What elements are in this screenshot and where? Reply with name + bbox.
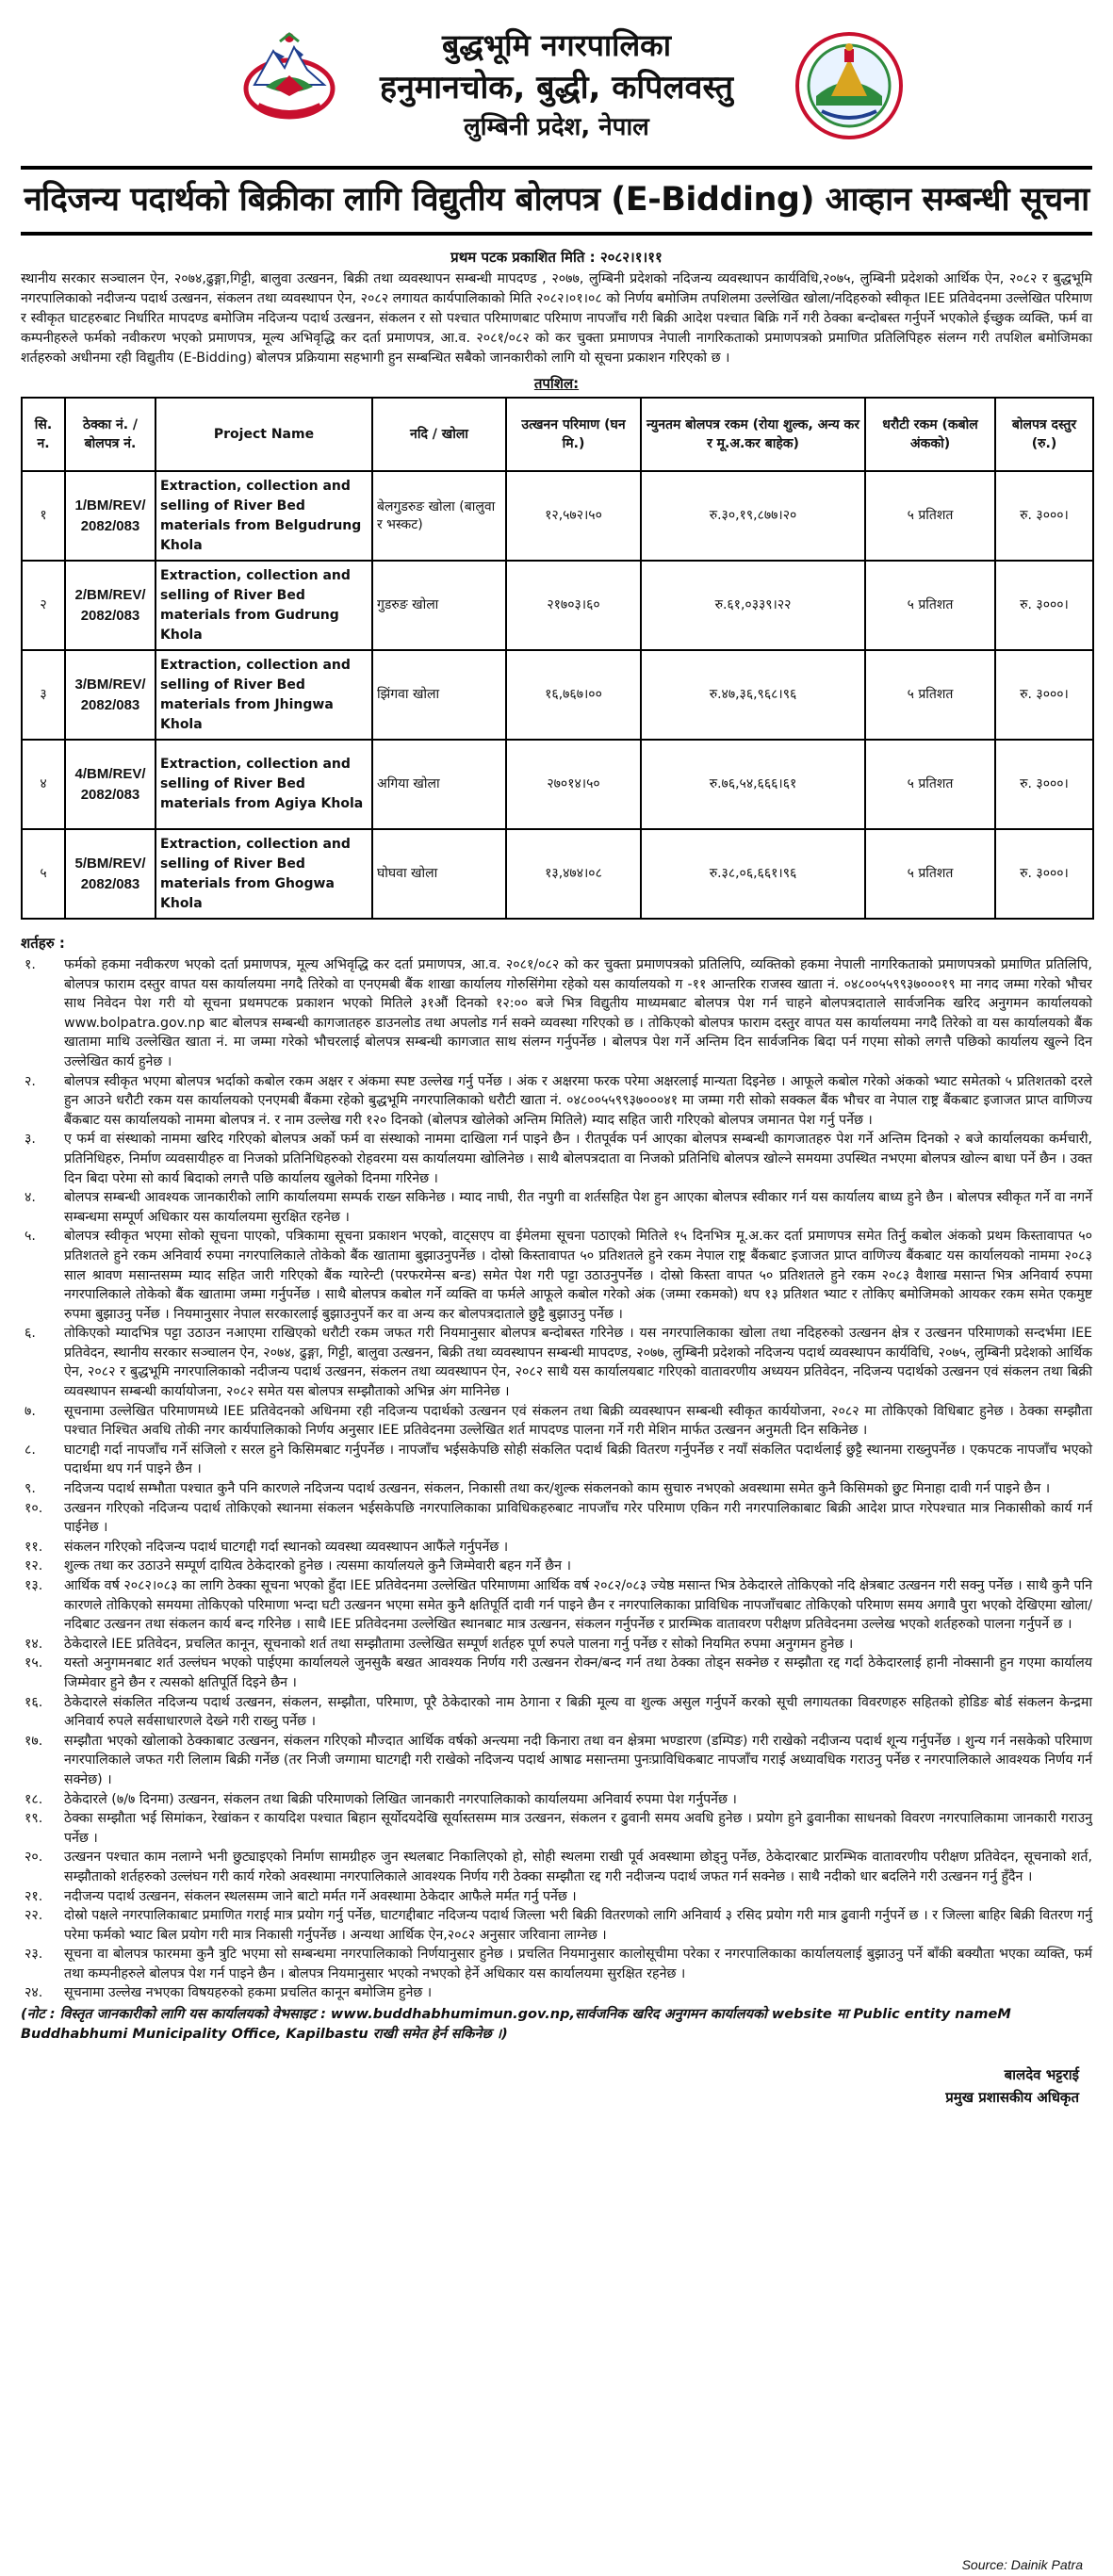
term-text: नदीजन्य पदार्थ उत्खनन, संकलन स्थलसम्म जाने बाटो मर्मत गर्ने अवस्थामा ठेकेदार आफैले मर्मत गर्नु पर्नेछ ।: [64, 1888, 577, 1904]
term-text: उत्खनन पश्चात काम नलाग्ने भनी छुट्याइएको निर्माण सामग्रीहरु जुन स्थलबाट निकालिएको हो, सोही स्थलमा राखी पूर्व अवस्थामा छोड्नु पर्नेछ, ठेकेदारबाट प्रारम्भिक वातावरणीय परीक्षण प्रतिवेदन, सूचनाको शर्त, सम्झौताको शर्तहरुको उल्लंघन गरी कार्य गरेको अवस्थामा नगरपालिकाले आवश्यक निर्णय गरी ठेक्का सम्झौता रद्द गरी नदीजन्य पदार्थ जफत गर्न सक्नेछ । साथै नदीको धार बदलिने गरी उत्खनन गर्नु हुँदैन ।: [64, 1850, 1092, 1884]
cell-min-bid: रु.३८,०६,६६१।९६: [641, 829, 865, 919]
term-number: १९.: [25, 1811, 43, 1827]
province-country: लुम्बिनी प्रदेश, नेपाल: [464, 113, 649, 141]
term-item: [21, 1479, 1092, 1499]
cell-fee: रु. ३०००।: [995, 650, 1093, 740]
term-text: संकलन गरिएको नदिजन्य पदार्थ घाटगद्दी गर्दा स्थानको व्यवस्था व्यवस्थापन आफैंले गर्नुपर्नेछ ।: [64, 1539, 509, 1555]
cell-min-bid: रु.६१,०३३९।२२: [641, 561, 865, 650]
cell-sn: ४: [22, 740, 65, 829]
cell-volume: १२,५७२।५०: [506, 471, 641, 561]
term-text: ठेकेदारले संकलित नदिजन्य पदार्थ उत्खनन, संकलन, सम्झौता, परिमाण, पूरै ठेकेदारको नाम ठेगाना र बिक्री मूल्य वा शुल्क असुल गर्नुपर्ने करको सूची लगायतका विवरणहरु सहितको होडिङ बोर्ड संकलन केन्द्रमा अनिवार्य रुपले सर्वसाधारणले देख्ने गरी राख्नु पर्नेछ ।: [64, 1694, 1092, 1730]
term-text: आर्थिक वर्ष २०८२।०८३ का लागि ठेक्का सूचना भएको हुँदा IEE प्रतिवेदनमा उल्लेखित परिमाणमा आर्थिक वर्ष २०८२/०८३ ज्येष्ठ मसान्त भित्र ठेकेदारले तोकिएको नदि क्षेत्रबाट उत्खनन गरी सक्नु पर्नेछ । साथै कुनै पनि कारणले तोकिएको समयमा तोकिएको परिमाणा भन्दा घटी उत्खनन भएमा समेत कुनै क्षतिपूर्ति दावी गर्न पाइने छैन र नगरपालिकाका प्राविधिक नापजाँचबाट तोकिएको परिमाण समय अगावै पुरा भएको देखिएमा खोला/नदिबाट उत्खनन तथा संकलन कार्य बन्द गरिनेछ । साथै IEE प्रतिवेदनमा उल्लेखित स्थानबाट मात्र उत्खनन, संकलन गर्नुपर्नेछ र प्रारम्भिक वातावरण परीक्षण प्रतिवेदनमा उल्लेख भएको शर्तहरुको पालना गर्नुपर्ने छ ।: [64, 1578, 1092, 1633]
term-number: १.: [25, 957, 36, 972]
cell-river: बेलगुडरुङ खोला (बालुवा र भस्कट): [372, 471, 506, 561]
cell-min-bid: रु.३०,१९,८७७।२०: [641, 471, 865, 561]
term-text: ठेकेदारले IEE प्रतिवेदन, प्रचलित कानून, सूचनाको शर्त तथा सम्झौतामा उल्लेखित सम्पूर्ण शर्तहरु पूर्ण रुपले पालना गर्नु पर्नेछ र सोको नियमित रुपमा अनुगमन हुनेछ ।: [64, 1636, 854, 1652]
municipality-logo-icon: [794, 30, 905, 141]
term-number: १०.: [25, 1500, 43, 1516]
term-item: [21, 1072, 1092, 1131]
term-text: बोलपत्र स्वीकृत भएमा बोलपत्र भर्दाको कबोल रकम अक्षर र अंकमा स्पष्ट उल्लेख गर्नु पर्नेछ । अंक र अक्षरमा फरक परेमा अक्षरलाई मान्यता दिइनेछ । आफूले कबोल गरेको अंकको भ्याट समेतको ५ प्रतिशतको दरले हुन आउने धरौटी रकम यस कार्यालयको एनएमबी बैंकमा रहेको बुद्धभूमि नगरपालिकाको धरौटी खाता नं. ०४८००५५९९३७०००४१ मा जम्मा गरी सोको सक्कल बैंक भौचर वा नेपाल राष्ट्र बैंकबाट इजाजत प्राप्त वाणिज्य बैंकबाट यस कार्यालयको नाममा बोलपत्र नं. र नाम उल्लेख गरी १२० दिनको (बोलपत्र खोलेको अन्तिम मितिले) म्याद सहित जारी गरिएको बोलपत्र जमानत पेश गर्नु पर्नेछ ।: [64, 1073, 1092, 1128]
col-sn: सि. न.: [22, 398, 65, 471]
intro-paragraph: स्थानीय सरकार सञ्चालन ऐन, २०७४,ढुङ्गा,गिट्टी, बालुवा उत्खनन, बिक्री तथा व्यवस्थापन सम्बन्धी मापदण्ड , २०७७, लुम्बिनी प्रदेशको नदिजन्य व्यवस्थापन कार्यविधि,२०७५, लुम्बिनी प्रदेशको आर्थिक ऐन, २०८२ र बुद्धभूमि नगरपालिकाको नदीजन्य पदार्थ उत्खनन, संकलन तथा व्यवस्थापन ऐन, २०८२ लगायत कार्यपालिकाको मिति २०८२।०१।०८ को निर्णय बमोजिम तपशिलमा उल्लेखित खोला/नदिहरुको स्वीकृत IEE प्रतिवेदनमा उल्लेखित परिमाण र स्वीकृत घाटहरुबाट निर्धारित मापदण्ड बमोजिम नदिजन्य पदार्थ उत्खनन, संकलन र सो पश्चात परिमाणबाट परिमाण नापजाँच गरी बिक्री आदेश पश्चात बिक्रि गर्ने गरी ठेक्का बन्दोबस्त गर्नुपर्ने भएकोले ईच्छुक व्यक्ति, फर्म वा कम्पनीहरुले फर्मको नवीकरण भएको प्रमाणपत्र, मूल्य अभिवृद्धि कर दर्ता प्रमाणपत्र, आ.व. २०८१/०८२ को कर चुक्ता प्रमाणपत्र नेपाली नागरिकताको प्रमाणपत्रको प्रमाणित प्रतिलिपिहरु संलग्न गरी तपशिल बमोजिमका शर्तहरुको अधीनमा रही विद्युतीय (E-Bidding) बोलपत्र प्रक्रियामा सहभागी हुन सम्बन्धित सबैको जानकारीको लागि यो सूचना प्रकाशन गरिएको छ ।: [21, 271, 1092, 366]
signatory-name: बालदेव भट्टराई: [1004, 2066, 1079, 2084]
cell-deposit: ५ प्रतिशत: [865, 650, 995, 740]
term-item: [21, 1227, 1092, 1324]
term-text: दोस्रो पक्षले नगरपालिकाबाट प्रमाणित गराई मात्र प्रयोग गर्नु पर्नेछ, घाटगद्दीबाट नदिजन्य पदार्थ जिल्ला भरी बिक्री वितरणको लागि अनिवार्य ३ रसिद प्रयोग गरी मात्र ढुवानी गर्नुपर्ने छ । र जिल्ला बाहिर बिक्री वितरण गर्नु परेमा फर्मको भ्याट बिल प्रयोग गरी मात्र निकासी गर्नुपर्नेछ । अन्यथा आर्थिक ऐन,२०८२ अनुसार जरिवाना लाग्नेछ ।: [64, 1908, 1092, 1943]
term-number: ६.: [25, 1326, 36, 1342]
cell-fee: रु. ३०००।: [995, 740, 1093, 829]
table-caption: तपशिल:: [533, 375, 580, 392]
signatory-title: प्रमुख प्रशासकीय अधिकृत: [945, 2089, 1079, 2107]
term-item: [21, 1402, 1092, 1441]
term-item: [21, 955, 1092, 1072]
cell-deposit: ५ प्रतिशत: [865, 829, 995, 919]
term-number: ४.: [25, 1190, 36, 1206]
cell-river: गुडरुङ खोला: [372, 561, 506, 650]
term-item: [21, 1809, 1092, 1848]
term-item: [21, 1130, 1092, 1188]
term-text: यस्तो अनुगमनबाट शर्त उल्लंघन भएको पाईएमा कार्यालयले जुनसुकै बखत आवश्यक निर्णय गरी उत्खनन रोक्न/बन्द गर्न तथा ठेक्का तोड्न सक्नेछ र सम्झौता रद्द गर्दा ठेकेदारलाई हानी नोक्सानी हुन गएमा कार्यालय जिम्मेवार हुने छैन र त्यसको क्षतिपूर्ति दिइने छैन ।: [64, 1655, 1092, 1690]
cell-contract-no: 4/BM/REV/ 2082/083: [65, 740, 155, 829]
term-item: [21, 1538, 1092, 1557]
term-number: २३.: [25, 1947, 43, 1963]
term-item: [21, 1557, 1092, 1576]
term-text: ठेक्का सम्झौता भई सिमांकन, रेखांकन र कायदिश पश्चात बिहान सूर्योदयदेखि सूर्यास्तसम्म मात्र उत्खनन, संकलन र ढुवानी समय अवधि हुनेछ । प्रयोग हुने ढुवानीका साधनको विवरण नगरपालिकामा जानकारी गराउनु पर्नेछ ।: [64, 1811, 1092, 1846]
term-item: [21, 1983, 1092, 2003]
cell-volume: १६,७६७।००: [506, 650, 641, 740]
term-number: ८.: [25, 1442, 36, 1458]
municipality-address: हनुमानचोक, बुद्धी, कपिलवस्तु: [379, 69, 734, 106]
cell-fee: रु. ३०००।: [995, 471, 1093, 561]
term-item: [21, 1324, 1092, 1401]
term-item: [21, 1188, 1092, 1227]
table-row: [22, 650, 1093, 740]
term-text: बोलपत्र स्वीकृत भएमा सोको सूचना पाएको, पत्रिकामा सूचना प्रकाशन भएको, वाट्सएप वा ईमेलमा सूचना पठाएको मितिले १५ दिनभित्र मू.अ.कर दर्ता प्रमाणपत्र समेत तिर्नु कबोल अंकको प्रथम किस्तावापत ५० प्रतिशतले हुने रकम अनिवार्य रुपमा नगरपालिकाले तोकेको बैंक खातामा बुझाउनुपर्नेछ । दोस्रो किस्तावापत ५० प्रतिशतले हुने रकम नेपाल राष्ट्र बैंकबाट इजाजत प्राप्त वाणिज्य बैंकबाट यस कार्यालयको नाममा २०८३ साल श्रावण मसान्तसम्म म्याद सहित जारी गरिएको बैंक ग्यारेन्टी (परफरमेन्स बन्ड) समेत पेश गरी पट्टा उठाउनुपर्नेछ । दोस्रो किस्ता वापत ५० प्रतिशतले हुने रकम २०८३ वैशाख मसान्त भित्र अनिवार्य रुपमा नगरपालिकाले तोकेको बैंक खातामा जम्मा गर्नुपर्नेछ । साथै बोलपत्र कबोल गर्ने व्यक्ति वा फर्मले आफूले कबोल गरेको अंक (जम्मा रकमको) थप १३ प्रतिशत भ्याट र तोकिए बमोजिमको आयकर रकम समेत एकमुष्ट रुपमा बुझाउनु पर्नेछ । नियमानुसार नेपाल सरकारलाई बुझाउनुपर्ने कर वा अन्य कर बोलपत्रदाताले छुट्टै बुझाउनु पर्नेछ ।: [64, 1229, 1092, 1322]
notice-title: नदिजन्य पदार्थको बिक्रीका लागि विद्युतीय बोलपत्र (E-Bidding) आव्हान सम्बन्धी सूचना: [21, 166, 1092, 236]
term-number: १७.: [25, 1733, 43, 1749]
cell-project-name: Extraction, collection and selling of River Bed materials from Belgudrung Khola: [155, 471, 372, 561]
cell-river: घोघवा खोला: [372, 829, 506, 919]
term-text: बोलपत्र सम्बन्धी आवश्यक जानकारीको लागि कार्यालयमा सम्पर्क राख्न सकिनेछ । म्याद नाघी, रीत नपुगी वा शर्तसहित पेश हुन आएका बोलपत्र स्वीकार गर्न यस कार्यालय बाध्य हुने छैन । बोलपत्र स्वीकृत गर्ने वा नगर्ने सम्बन्धमा सम्पूर्ण अधिकार यस कार्यालयमा सुरक्षित रहनेछ ।: [64, 1190, 1092, 1225]
term-number: १४.: [25, 1636, 43, 1652]
term-text: तोकिएको म्यादभित्र पट्टा उठाउन नआएमा राखिएको धरौटी रकम जफत गरी नियमानुसार बोलपत्र बन्दोबस्त गरिनेछ । यस नगरपालिकाका खोला तथा नदिहरुको उत्खनन क्षेत्र र उत्खनन परिमाणको सन्दर्भमा IEE प्रतिवेदन, स्थानीय सरकार सञ्चालन ऐन, २०७४, ढुङ्गा, गिट्टी, बालुवा उत्खनन, बिक्री तथा व्यवस्थापन सम्बन्धी मापदण्ड, २०७७, लुम्बिनी प्रदेशको नदिजन्य पदार्थ व्यवस्थापन कार्यविधि, २०७५, लुम्बिनी प्रदेशको आर्थिक ऐन, २०८२ र बुद्धभूमि नगरपालिकाको नदीजन्य पदार्थ उत्खनन, संकलन तथा व्यवस्थापन ऐन, २०८२ साथै यस कार्यालयबाट गरिएको वातावरणीय अध्ययन प्रतिवेदन, नदिजन्य पदार्थको उत्खनन एवं संकलन तथा बिक्री व्यवस्थापन सम्बन्धी कार्यायोजना, २०८२ समेत यस बोलपत्र सम्झौताको अभिन्न अंग मानिनेछ ।: [64, 1326, 1092, 1400]
cell-river: झिंगवा खोला: [372, 650, 506, 740]
cell-fee: रु. ३०००।: [995, 561, 1093, 650]
term-number: २१.: [25, 1888, 43, 1904]
cell-volume: २७०१४।५०: [506, 740, 641, 829]
cell-sn: ३: [22, 650, 65, 740]
term-item: [21, 1945, 1092, 1983]
term-text: नदिजन्य पदार्थ सम्भौता पश्चात कुनै पनि कारणले नदिजन्य पदार्थ उत्खनन, संकलन, निकासी तथा कर/शुल्क संकलनको काम सुचारु नभएको अवस्थामा समेत कुनै किसिमको छुट मिनाहा दावी गर्न पाइने छैन ।: [64, 1481, 1051, 1497]
table-row: [22, 471, 1093, 561]
term-text: घाटगद्दी गर्दा नापजाँच गर्ने संजिलो र सरल हुने किसिमबाट गर्नुपर्नेछ । नापजाँच भईसकेपछि सोही संकलित पदार्थ बिक्री वितरण गर्नुपर्नेछ र नयाँ संकलित पदार्थलाई छुट्टै स्थानमा राख्नुपर्नेछ । एकपटक नापजाँच भएको पदार्थमा थप गर्न पाइने छैन ।: [64, 1442, 1092, 1477]
term-text: सूचनामा उल्लेखित परिमाणमध्ये IEE प्रतिवेदनको अधिनमा रही नदिजन्य पदार्थको उत्खनन एवं संकलन तथा बिक्री व्यवस्थापन सम्बन्धी स्वीकृत कार्ययोजना, २०८२ मा तोकिएको विधिबाट हुनेछ । ठेक्का सम्झौता पश्चात निश्चित अवधि तोकी नगर कार्यपालिकाको निर्णय अनुसार IEE प्रतिवेदनमा उल्लेखित शर्त मापदण्ड पालना गर्ने गरी मेशिन मार्फत उत्खनन अनुमती दिन सकिनेछ ।: [64, 1403, 1092, 1439]
cell-deposit: ५ प्रतिशत: [865, 561, 995, 650]
term-item: [21, 1654, 1092, 1692]
website-note: (नोट : विस्तृत जानकारीको लागि यस कार्यालयको वेभसाइट : www.buddhabhumimun.gov.np,सार्वजनिक खरिद अनुगमन कार्यालयको website मा Public entity nameM Buddhabhumi Municipality Office, Kapilbastu राखी समेत हेर्न सकिनेछ ।): [21, 2007, 1011, 2043]
table-row: [22, 561, 1093, 650]
term-number: ५.: [25, 1229, 36, 1245]
table-row: [22, 740, 1093, 829]
header: [21, 21, 1092, 162]
cell-contract-no: 1/BM/REV/ 2082/083: [65, 471, 155, 561]
publish-date: प्रथम पटक प्रकाशित मिति : २०८२।१।११: [450, 249, 663, 266]
term-text: सम्झौता भएको खोलाको ठेक्काबाट उत्खनन, संकलन गरिएको मौज्दात आर्थिक वर्षको अन्त्यमा नदी किनारा तथा वन क्षेत्रमा भण्डारण (डम्पिङ) गरी राखेको नदीजन्य पदार्थ शून्य गर्नुपर्नेछ । शुन्य गर्न नसकेको परिमाण नगरपालिकाले जफत गरी लिलाम बिक्री गर्नेछ (तर निजी जग्गामा घाटगद्दी गरी राखेको नदिजन्य पदार्थ आषाढ मसान्तमा पुनःप्राविधिकबाट नापजाँच गराई अध्यावधिक गराउनु पर्नेछ र नगरपालिकाले आवश्यक निर्णय गर्न सक्नेछ) ।: [64, 1733, 1092, 1787]
term-item: [21, 1499, 1092, 1538]
col-deposit: धरौटी रकम (कबोल अंकको): [865, 398, 995, 471]
term-item: [21, 1887, 1092, 1907]
term-number: ७.: [25, 1403, 36, 1419]
term-item: [21, 1790, 1092, 1810]
term-number: ११.: [25, 1539, 43, 1555]
term-number: १६.: [25, 1694, 43, 1710]
table-row: [22, 829, 1093, 919]
term-number: २२.: [25, 1908, 43, 1924]
term-text: सूचना वा बोलपत्र फारममा कुनै त्रुटि भएमा सो सम्बन्धमा नगरपालिकाको निर्णयानुसार हुनेछ । प्रचलित नियमानुसार कालोसूचीमा परेका र नगरपालिकाका कार्यालयलाई बुझाउनु पर्ने बाँकी बक्यौता भएका व्यक्ति, फर्म तथा कम्पनीहरुले बोलपत्र पेश गर्न पाइने छैन । बोलपत्र नियमानुसार भएको नभएको हेर्ने अधिकार यस कार्यालयमा सुरक्षित रहनेछ ।: [64, 1947, 1092, 1981]
cell-project-name: Extraction, collection and selling of River Bed materials from Agiya Khola: [155, 740, 372, 829]
municipality-name: बुद्धभूमि नगरपालिका: [441, 27, 672, 63]
term-item: [21, 1635, 1092, 1655]
term-number: २.: [25, 1073, 36, 1089]
terms-list: [21, 955, 1092, 2003]
cell-contract-no: 2/BM/REV/ 2082/083: [65, 561, 155, 650]
term-text: ए फर्म वा संस्थाको नाममा खरिद गरिएको बोलपत्र अर्को फर्म वा संस्थाको नाममा दाखिला गर्न पाइने छैन । रीतपूर्वक पर्न आएका बोलपत्र सम्बन्धी कागजातहरु पेश गर्ने अन्तिम दिनको २ बजे कार्यालयका कर्मचारी, प्रतिनिधिहरु, निर्माण व्यवसायीहरु वा निजको प्रतिनिधिहरुको रोहवरमा यस कार्यालयमा खोलिनेछ । साथै बोलपत्रदाता वा निजको प्रतिनिधि बोलपत्र खोल्ने समयमा उपस्थित नभएमा बोलपत्र खोल्न बाधा पर्ने छैन । उक्त दिन बिदा परेमा सो कार्य बिदाको लगत्तै पछि कार्यालय खुलेको दिनमा गरिनेछ ।: [64, 1132, 1092, 1186]
cell-contract-no: 3/BM/REV/ 2082/083: [65, 650, 155, 740]
cell-deposit: ५ प्रतिशत: [865, 471, 995, 561]
cell-fee: रु. ३०००।: [995, 829, 1093, 919]
cell-contract-no: 5/BM/REV/ 2082/083: [65, 829, 155, 919]
col-river: नदि / खोला: [372, 398, 506, 471]
cell-sn: २: [22, 561, 65, 650]
cell-volume: २१७०३।६०: [506, 561, 641, 650]
cell-project-name: Extraction, collection and selling of River Bed materials from Gudrung Khola: [155, 561, 372, 650]
term-number: २०.: [25, 1850, 43, 1866]
term-text: उत्खनन गरिएको नदिजन्य पदार्थ तोकिएको स्थानमा संकलन भईसकेपछि नगरपालिकाका प्राविधिकहरुबाट नापजाँच गरेर परिमाण एकिन गरी नगरपालिकाबाट बिक्री आदेश प्राप्त गरेपश्चात मात्र निकासीको कार्य गर्न पाईनेछ ।: [64, 1500, 1092, 1536]
source-credit: Source: Dainik Patra: [961, 2557, 1083, 2572]
term-item: [21, 1576, 1092, 1635]
cell-min-bid: रु.४७,३६,९६८।९६: [641, 650, 865, 740]
cell-project-name: Extraction, collection and selling of River Bed materials from Jhingwa Khola: [155, 650, 372, 740]
term-number: २४.: [25, 1985, 43, 2001]
col-min-bid: न्युनतम बोलपत्र रकम (रोया शुल्क, अन्य कर र मू.अ.कर बाहेक): [641, 398, 865, 471]
cell-project-name: Extraction, collection and selling of River Bed materials from Ghogwa Khola: [155, 829, 372, 919]
col-contract-no: ठेक्का नं. / बोलपत्र नं.: [65, 398, 155, 471]
term-number: १२.: [25, 1558, 43, 1574]
terms-heading: शर्तहरु :: [21, 935, 65, 952]
term-item: [21, 1441, 1092, 1479]
table-header-row: [22, 398, 1093, 471]
term-text: शुल्क तथा कर उठाउने सम्पूर्ण दायित्व ठेकेदारको हुनेछ । त्यसमा कार्यालयले कुनै जिम्मेवारी बहन गर्ने छैन ।: [64, 1558, 571, 1574]
term-text: ठेकेदारले (७/७ दिनमा) उत्खनन, संकलन तथा बिक्री परिमाणको लिखित जानकारी नगरपालिकाको कार्यालयमा अनिवार्य रुपमा पेश गर्नुपर्नेछ ।: [64, 1791, 737, 1807]
cell-river: अगिया खोला: [372, 740, 506, 829]
term-text: सूचनामा उल्लेख नभएका विषयहरुको हकमा प्रचलित कानून बमोजिम हुनेछ ।: [64, 1985, 433, 2001]
notice-page: [21, 21, 1092, 2109]
col-fee: बोलपत्र दस्तुर (रु.): [995, 398, 1093, 471]
term-item: [21, 1732, 1092, 1790]
col-project-name: Project Name: [155, 398, 372, 471]
term-text: फर्मको हकमा नवीकरण भएको दर्ता प्रमाणपत्र, मूल्य अभिवृद्धि कर दर्ता प्रमाणपत्र, आ.व. २०८१/०८२ को कर चुक्ता प्रमाणपत्रको प्रतिलिपि, व्यक्तिको हकमा नेपाली नागरिकताको प्रमाणपत्रको प्रमाणित प्रतिलिपि, बोलपत्र फाराम दस्तुर वापत यस कार्यालयमा नगदै तिरेको वा एनएमबी बैंक शाखा कार्यालय गोरुसिंगेमा रहेको यस कार्यालयको ग -११ आन्तरिक राजस्व खाता नं. ०४८००५५९९३७०००१९ मा नगद जम्मा गरेको भौचर साथ निवेदन पेश गरी यो सूचना प्रथमपटक प्रकाशन भएको मितिले ३१औं दिनको १२:०० बजे भित्र विद्युतीय माध्यमबाट बोलपत्र पेश गर्न चाहने बोलपत्रदाताले सार्वजनिक खरिद अनुगमन कार्यालयको www.bolpatra.gov.np बाट बोलपत्र सम्बन्धी कागजातहरु डाउनलोड तथा अपलोड गर्न सक्ने व्यवस्था गरिएको छ । तोकिएको बोलपत्र फाराम दस्तुर वापत यस कार्यालयमा नगदै तिरेको वा यस कार्यालयको बैंक खातामा माथि उल्लेखित खाता नं. मा जम्मा गरेको भौचरलाई बोलपत्र सम्बन्धी कागजात साथ संलग्न गर्नुपर्नेछ । बोलपत्र पेश गर्ने अन्तिम दिन सार्वजनिक बिदा पर्न गएमा सोको लगत्तै पछिको कार्यालय खुल्ने दिन उल्लेखित कार्य हुनेछ ।: [64, 957, 1092, 1069]
term-item: [21, 1848, 1092, 1886]
project-table: [21, 397, 1094, 920]
cell-sn: १: [22, 471, 65, 561]
term-number: १८.: [25, 1791, 43, 1807]
term-number: १३.: [25, 1578, 43, 1593]
cell-sn: ५: [22, 829, 65, 919]
cell-deposit: ५ प्रतिशत: [865, 740, 995, 829]
cell-volume: १३,४७४।०८: [506, 829, 641, 919]
term-number: ९.: [25, 1481, 36, 1497]
col-volume: उत्खनन परिमाण (घन मि.): [506, 398, 641, 471]
term-item: [21, 1693, 1092, 1732]
cell-min-bid: रु.७६,५४,६६६।६१: [641, 740, 865, 829]
term-item: [21, 1906, 1092, 1945]
term-number: ३.: [25, 1132, 36, 1148]
term-number: १५.: [25, 1655, 43, 1671]
